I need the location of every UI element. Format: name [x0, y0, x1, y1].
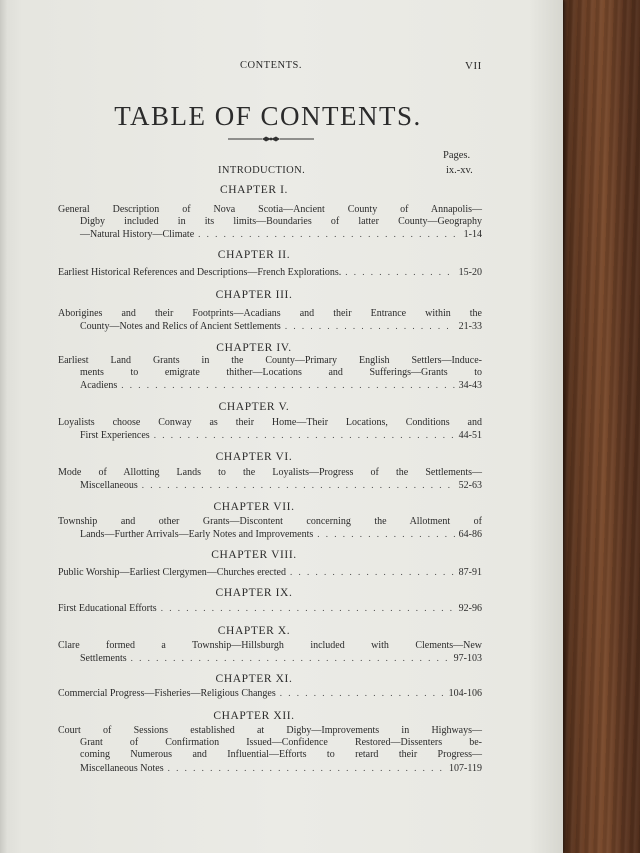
introduction-pages: ix.-xv. [446, 165, 473, 176]
chapter-entry-line: Clare formed a Township—Hillsburgh included with Clements—New [58, 640, 482, 651]
chapter-entry-text: Settlements [80, 653, 127, 665]
chapter-entry [58, 308, 482, 332]
chapter-entry [58, 355, 482, 392]
chapter-entry-line [58, 379, 482, 391]
running-head [0, 60, 563, 74]
chapter-heading: CHAPTER X. [217, 625, 291, 637]
chapter-pages: 1-14 [463, 229, 482, 241]
dot-leader [290, 566, 455, 578]
page-number: VII [465, 60, 482, 72]
chapter-entry-line [58, 528, 482, 540]
chapter-entry-text: Commercial Progress—Fisheries—Religious Changes [58, 688, 276, 699]
chapter-pages: 107-119 [449, 762, 482, 774]
chapter-entry [58, 566, 482, 578]
wood-background [560, 0, 640, 853]
chapter-pages: 15-20 [458, 267, 482, 278]
chapter-heading: CHAPTER VI. [215, 451, 293, 463]
chapter-pages: 44-51 [458, 430, 482, 442]
dot-leader [161, 602, 455, 614]
chapter-entry [58, 640, 482, 664]
chapter-entry-line [58, 652, 482, 664]
chapter-entry-line: General Description of Nova Scotia—Ancient County of Annapolis— [58, 204, 482, 215]
dot-leader [142, 479, 455, 491]
chapter-entry [58, 725, 482, 774]
chapter-heading: CHAPTER VIII. [211, 549, 297, 561]
chapter-pages: 21-33 [458, 321, 482, 333]
page-title: TABLE OF CONTENTS. [114, 101, 422, 131]
running-head-title: CONTENTS. [240, 60, 302, 71]
chapter-entry [58, 516, 482, 540]
chapter-entry-line: Aborigines and their Footprints—Acadians and their Entrance within the [58, 308, 482, 319]
chapter-entry-line: Mode of Allotting Lands to the Loyalists—Progress of the Settlements— [58, 467, 482, 478]
chapter-heading: CHAPTER XI. [215, 673, 293, 685]
dot-leader [154, 429, 455, 441]
dot-leader [131, 652, 450, 664]
chapter-heading: CHAPTER I. [220, 184, 288, 196]
chapter-entry-text: First Educational Efforts [58, 603, 157, 614]
chapter-entry-line [58, 762, 482, 774]
chapter-entry [58, 266, 482, 278]
chapter-entry-line [58, 429, 482, 441]
dot-leader [168, 762, 445, 774]
chapter-entry-line: Earliest Land Grants in the County—Primary English Settlers—Induce- [58, 355, 482, 366]
dot-leader [121, 379, 454, 391]
chapter-heading: CHAPTER III. [215, 289, 293, 301]
chapter-entry-line: Township and other Grants—Discontent concerning the Allotment of [58, 516, 482, 527]
dot-leader [285, 320, 455, 332]
chapter-entry-text: First Experiences [80, 430, 150, 442]
chapter-heading: CHAPTER XII. [213, 710, 295, 722]
chapter-entry-text: —Natural History—Climate [80, 229, 195, 241]
chapter-entry-line: coming Numerous and Influential—Efforts to retard their Progress— [80, 749, 482, 761]
chapter-entry-line [58, 566, 482, 578]
chapter-entry-line: ments to emigrate thither—Locations and Sufferings—Grants to [80, 367, 482, 379]
ornament-divider-icon [228, 134, 314, 144]
chapter-entry [58, 602, 482, 614]
chapter-entry [58, 204, 482, 241]
chapter-entry-line [58, 479, 482, 491]
introduction-entry [0, 165, 563, 179]
chapter-pages: 92-96 [458, 603, 482, 614]
chapter-heading: CHAPTER IV. [216, 342, 292, 354]
chapter-entry-line [58, 602, 482, 614]
chapter-heading: CHAPTER V. [218, 401, 290, 413]
chapter-entry-text: Acadiens [80, 380, 118, 392]
dot-leader [317, 528, 454, 540]
chapter-entry-line: Court of Sessions established at Digby—Improvements in Highways— [58, 725, 482, 736]
chapter-pages: 97-103 [453, 653, 482, 665]
chapter-entry-line [58, 266, 482, 278]
dot-leader [198, 228, 460, 240]
dot-leader [280, 687, 445, 699]
introduction-label: INTRODUCTION. [218, 165, 306, 176]
chapter-entry [58, 687, 482, 699]
chapter-pages: 52-63 [458, 480, 482, 492]
chapter-entry-line: Grant of Confirmation Issued—Confidence Restored—Dissenters be- [80, 737, 482, 749]
chapter-entry-text: Lands—Further Arrivals—Early Notes and Improvements [80, 529, 314, 541]
chapter-pages: 64-86 [458, 529, 482, 541]
chapter-entry-line [58, 320, 482, 332]
chapter-pages: 104-106 [448, 688, 482, 699]
chapter-heading: CHAPTER VII. [213, 501, 295, 513]
chapter-entry-line [58, 228, 482, 240]
chapter-entry-text: County—Notes and Relics of Ancient Settlements [80, 321, 281, 333]
chapter-entry-text: Miscellaneous Notes [80, 762, 164, 774]
chapter-entry [58, 467, 482, 491]
pages-column-heading: Pages. [443, 150, 471, 161]
chapter-heading: CHAPTER IX. [215, 587, 293, 599]
chapter-pages: 34-43 [458, 380, 482, 392]
chapter-entry-text: Miscellaneous [80, 480, 138, 492]
chapter-pages: 87-91 [458, 567, 482, 578]
chapter-entry [58, 417, 482, 441]
chapter-entry-line: Digby included in its limits—Boundaries of latter County—Geography [80, 216, 482, 228]
chapter-entry-line: Loyalists choose Conway as their Home—Their Locations, Conditions and [58, 417, 482, 428]
chapter-entry-text: Public Worship—Earliest Clergymen—Churches erected [58, 567, 286, 578]
chapter-heading: CHAPTER II. [217, 249, 291, 261]
dot-leader [345, 266, 454, 278]
chapter-entry-line [58, 687, 482, 699]
chapter-entry-text: Earliest Historical References and Descriptions—French Explorations. [58, 267, 342, 278]
